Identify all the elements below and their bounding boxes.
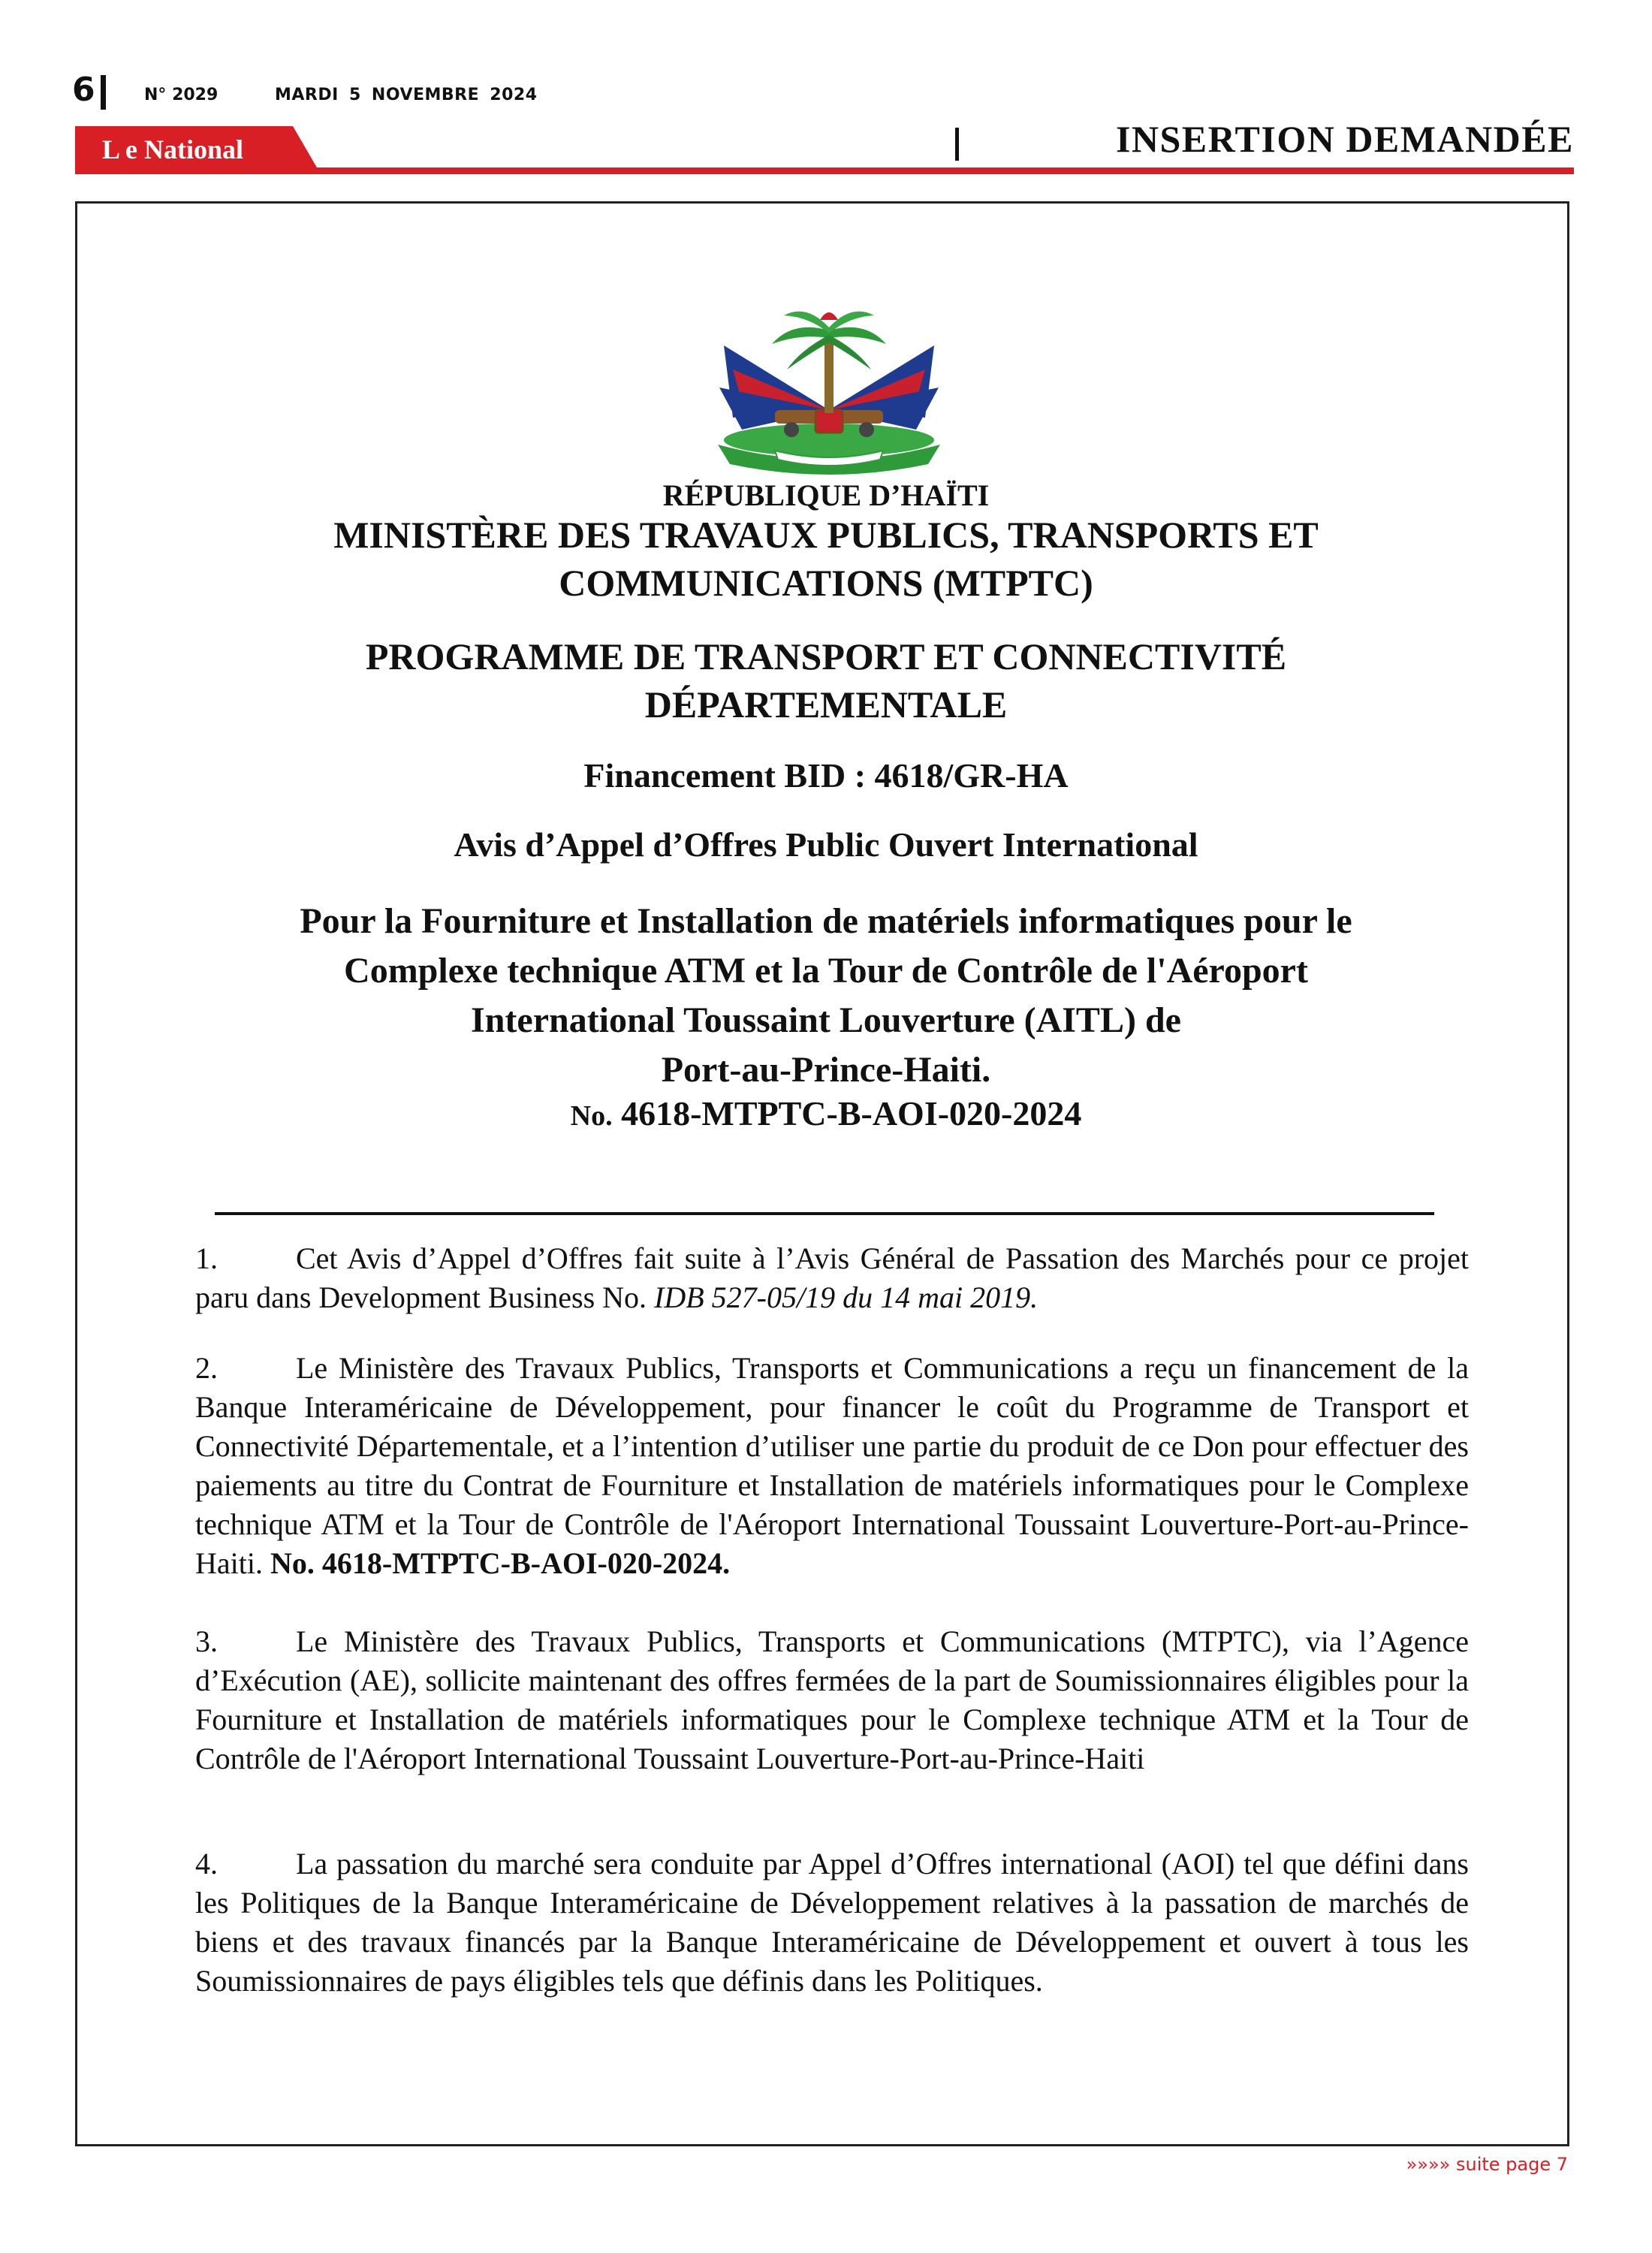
financing-line: Financement BID : 4618/GR-HA [583, 756, 1069, 795]
header-separator [955, 128, 959, 161]
page-number-divider [101, 75, 106, 110]
tender-subject [150, 897, 1502, 1095]
paragraph-number: 1. [195, 1241, 218, 1275]
tender-reference [150, 1093, 1502, 1133]
paragraph-bold-reference: No. 4618-MTPTC-B-AOI-020-2024. [270, 1546, 731, 1580]
paragraph-2 [195, 1349, 1469, 1583]
paragraph-text: Cet Avis d’Appel d’Offres fait suite à l’Avis Général de Passation des Marchés pour ce projet paru dans Development Business No. [195, 1241, 1469, 1314]
section-title: INSERTION DEMANDÉE [1115, 118, 1574, 160]
programme-line: DÉPARTEMENTALE [644, 683, 1008, 725]
publication-date: MARDI 5 NOVEMBRE 2024 [275, 86, 538, 104]
ministry-heading [150, 511, 1502, 607]
paragraph-3 [195, 1622, 1469, 1778]
republic-heading: RÉPUBLIQUE D’HAÏTI [662, 478, 990, 512]
subject-line: International Toussaint Louverture (AITL) de [471, 1000, 1181, 1040]
ministry-line: COMMUNICATIONS (MTPTC) [559, 562, 1093, 604]
ministry-line: MINISTÈRE DES TRAVAUX PUBLICS, TRANSPORTS ET [333, 514, 1319, 556]
subject-line: Complexe technique ATM et la Tour de Contrôle de l'Aéroport [344, 951, 1308, 991]
heading-divider [215, 1212, 1434, 1215]
reference-number: 4618-MTPTC-B-AOI-020-2024 [621, 1094, 1082, 1133]
paragraph-text: Le Ministère des Travaux Publics, Transports et Communications (MTPTC), via l’Agence d’Exécution (AE), sollicite maintenant des offres fermées de la part de Soumissionnaires éligibles pour la Fourniture et Installation de matériels informatiques pour le Complexe technique ATM et la Tour de Contrôle de l'Aéroport International Toussaint Louverture-Port-au-Prince-Haiti [195, 1624, 1469, 1775]
subject-line: Pour la Fourniture et Installation de matériels informatiques pour le [300, 901, 1352, 941]
issue-number: N° 2029 [144, 86, 219, 104]
paragraph-number: 2. [195, 1351, 218, 1385]
reference-prefix: No. [570, 1100, 613, 1132]
paragraph-italic-reference: IDB 527-05/19 du 14 mai 2019. [654, 1280, 1039, 1314]
notice-type: Avis d’Appel d’Offres Public Ouvert International [454, 825, 1198, 864]
paragraph-4 [195, 1844, 1469, 2001]
paragraph-text: La passation du marché sera conduite par Appel d’Offres international (AOI) tel que défini dans les Politiques de la Banque Interaméricaine de Développement relatives à la passation de marchés de biens et des travaux financés par la Banque Interaméricaine de Développement et ouvert à tous les Soumissionnaires de pays éligibles tels que définis dans les Politiques. [195, 1847, 1469, 1998]
paragraph-text: Le Ministère des Travaux Publics, Transports et Communications a reçu un financement de la Banque Interaméricaine de Développement, pour financer le coût du Programme de Transport et Connectivité Départementale, et a l’intention d’utiliser une partie du produit de ce Don pour effectuer des paiements au titre du Contrat de Fourniture et Installation de matériels informatiques pour le Complexe technique ATM et la Tour de Contrôle de l'Aéroport International Toussaint Louverture-Port-au-Prince-Haiti. [195, 1351, 1469, 1580]
paragraph-number: 4. [195, 1847, 218, 1881]
programme-heading [150, 632, 1502, 728]
page-number: 6 [72, 71, 95, 109]
newspaper-name: L e National [102, 134, 244, 164]
haiti-coat-of-arms-icon [703, 297, 955, 475]
paragraph-1 [195, 1239, 1469, 1317]
continuation-link[interactable]: »»»» suite page 7 [1406, 2154, 1568, 2175]
paragraph-number: 3. [195, 1624, 218, 1658]
subject-line: Port-au-Prince-Haiti. [661, 1050, 991, 1090]
programme-line: PROGRAMME DE TRANSPORT ET CONNECTIVITÉ [365, 635, 1287, 677]
